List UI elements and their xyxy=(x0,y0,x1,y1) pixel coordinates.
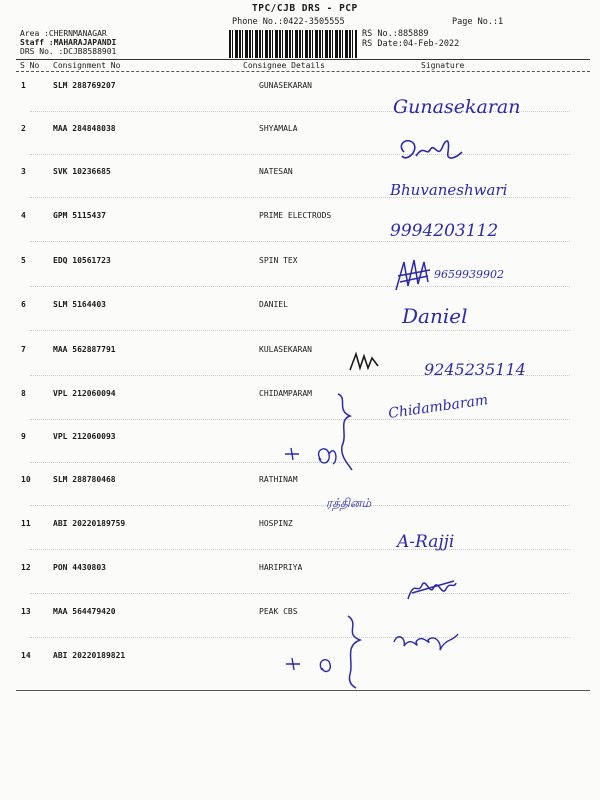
table-row xyxy=(0,256,600,299)
column-header-consignee: Consignee Details xyxy=(243,61,325,70)
row-sno: 6 xyxy=(21,300,26,309)
phone-number: Phone No.:0422-3505555 xyxy=(232,17,345,27)
row-consignee: DANIEL xyxy=(259,300,288,309)
row-consignee: SPIN TEX xyxy=(259,256,298,265)
row-divider xyxy=(30,549,570,550)
column-header-sno: S No xyxy=(20,61,40,70)
document-title: TPC/CJB DRS - PCP xyxy=(252,3,358,14)
row-consignee: NATESAN xyxy=(259,167,293,176)
row-sno: 5 xyxy=(21,256,26,265)
column-header-signature: Signature xyxy=(421,61,465,70)
row-sno: 13 xyxy=(21,607,31,616)
row-consignment: SVK 10236685 xyxy=(53,167,111,176)
column-header-divider xyxy=(16,71,590,72)
row-consignee: SHYAMALA xyxy=(259,124,298,133)
staff-label: Staff :MAHARAJAPANDI xyxy=(20,38,117,47)
area-label: Area :CHERNMANAGAR xyxy=(20,29,107,38)
row-consignee: KULASEKARAN xyxy=(259,345,312,354)
barcode-image xyxy=(229,30,357,58)
row-consignment: ABI 20220189821 xyxy=(53,651,126,660)
table-row xyxy=(0,300,600,343)
row-consignment: ABI 20220189759 xyxy=(53,519,126,528)
table-row xyxy=(0,519,600,562)
row-sno: 11 xyxy=(21,519,31,528)
row-sno: 14 xyxy=(21,651,31,660)
row-consignment: SLM 5164403 xyxy=(53,300,106,309)
row-consignment: MAA 284848038 xyxy=(53,124,116,133)
row-sno: 2 xyxy=(21,124,26,133)
signature-5: 9659939902 xyxy=(434,268,504,281)
row-sno: 12 xyxy=(21,563,31,572)
rs-date: RS Date:04-Feb-2022 xyxy=(362,39,460,49)
row-consignment: MAA 564479420 xyxy=(53,607,116,616)
signature-4: 9994203112 xyxy=(390,221,499,241)
row-sno: 1 xyxy=(21,81,26,90)
row-divider xyxy=(30,505,570,506)
row-sno: 10 xyxy=(21,475,31,484)
row-consignment: VPL 212060094 xyxy=(53,389,116,398)
row-consignee: CHIDAMPARAM xyxy=(259,389,312,398)
signature-2-scribble xyxy=(394,134,466,168)
row-sno: 3 xyxy=(21,167,26,176)
row-divider xyxy=(30,593,570,594)
row-consignment: GPM 5115437 xyxy=(53,211,106,220)
row-consignment: SLM 288780468 xyxy=(53,475,116,484)
row-consignment: SLM 288769207 xyxy=(53,81,116,90)
page-number: Page No.:1 xyxy=(452,17,504,27)
signature-9-scribble xyxy=(281,440,356,470)
row-consignee: GUNASEKARAN xyxy=(259,81,312,90)
table-row xyxy=(0,211,600,254)
signature-7-scribble xyxy=(348,350,382,374)
table-row xyxy=(0,389,600,432)
row-divider xyxy=(30,286,570,287)
signature-10: ரத்தினம் xyxy=(326,496,372,510)
signature-12-scribble xyxy=(404,573,460,605)
header-divider xyxy=(16,59,590,60)
table-row xyxy=(0,475,600,518)
table-bottom-divider xyxy=(16,690,590,691)
column-header-consignment: Consignment No xyxy=(53,61,121,70)
row-consignee: PEAK CBS xyxy=(259,607,298,616)
signature-13-14-scribble xyxy=(282,612,482,690)
table-row xyxy=(0,124,600,167)
signature-1: Gunasekaran xyxy=(393,96,521,118)
row-divider xyxy=(30,241,570,242)
row-sno: 4 xyxy=(21,211,26,220)
row-sno: 8 xyxy=(21,389,26,398)
table-row xyxy=(0,167,600,210)
rs-number: RS No.:885889 xyxy=(362,29,429,39)
row-consignee: HOSPINZ xyxy=(259,519,293,528)
signature-3: Bhuvaneshwari xyxy=(390,181,508,199)
row-consignee: PRIME ELECTRODS xyxy=(259,211,332,220)
row-sno: 9 xyxy=(21,432,26,441)
signature-7: 9245235114 xyxy=(424,360,526,379)
row-consignment: EDQ 10561723 xyxy=(53,256,111,265)
row-sno: 7 xyxy=(21,345,26,354)
row-consignment: MAA 562887791 xyxy=(53,345,116,354)
row-divider xyxy=(30,154,570,155)
row-consignee: RATHINAM xyxy=(259,475,298,484)
table-row xyxy=(0,563,600,606)
signature-6: Daniel xyxy=(402,304,468,328)
row-consignee: HARIPRIYA xyxy=(259,563,303,572)
row-divider xyxy=(30,419,570,420)
drs-number: DRS No. :DCJB8588901 xyxy=(20,47,117,56)
row-consignment: VPL 212060093 xyxy=(53,432,116,441)
signature-5-scribble xyxy=(392,256,434,294)
signature-11: A-Rajji xyxy=(397,532,455,552)
row-divider xyxy=(30,330,570,331)
row-consignment: PON 4430803 xyxy=(53,563,106,572)
signature-8: Chidambaram xyxy=(387,392,490,422)
